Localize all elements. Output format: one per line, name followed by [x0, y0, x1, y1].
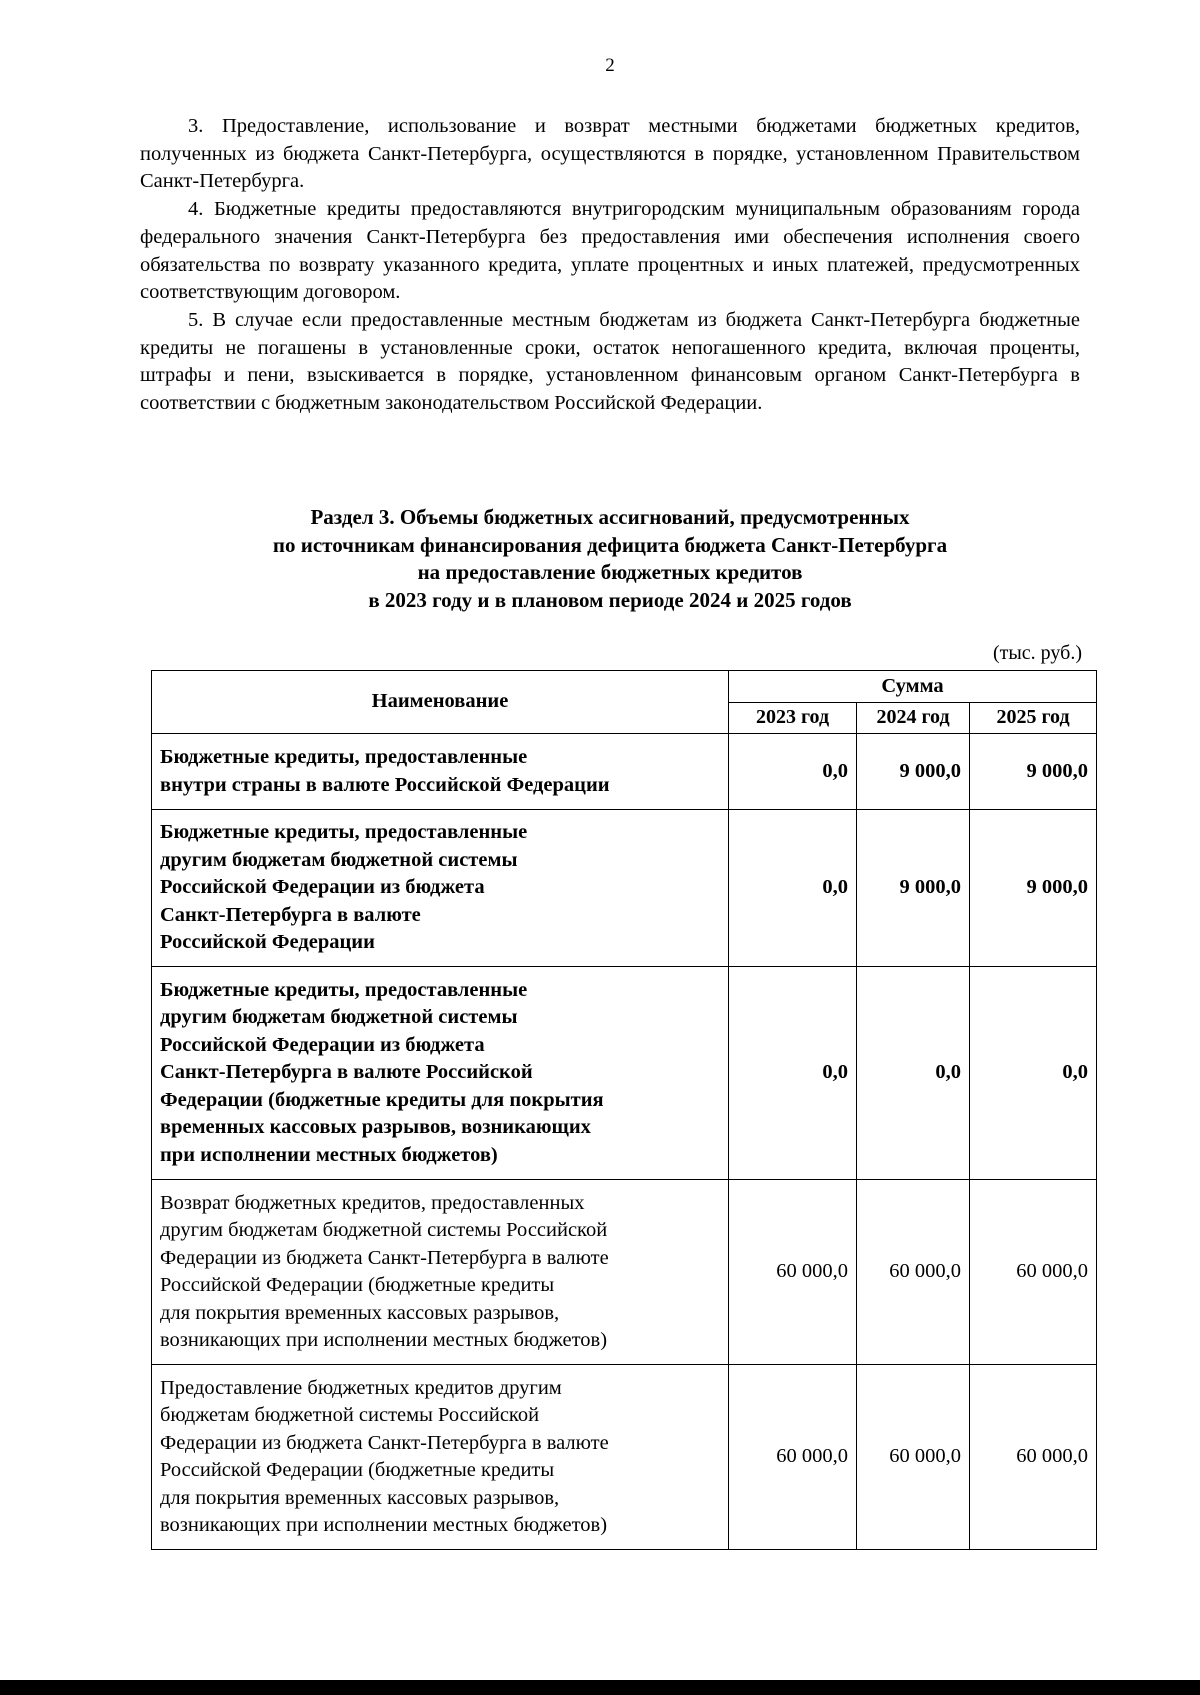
row-name — [152, 1180, 729, 1365]
row-name-line: временных кассовых разрывов, возникающих — [160, 1116, 591, 1139]
paragraph-3: 3. Предоставление, использование и возврат местными бюджетами бюджетных кредитов, полученных из бюджета Санкт-Петербурга, осуществляются в порядке, установленном Правительством Санкт-Петербурга. — [140, 115, 1080, 193]
row-name-line: Российской Федерации (бюджетные кредиты — [160, 1274, 555, 1296]
row-name-line: бюджетам бюджетной системы Российской — [160, 1404, 540, 1426]
table-row — [152, 810, 1097, 967]
table-row — [152, 1365, 1097, 1550]
value-2024: 60 000,0 — [857, 1180, 970, 1365]
row-name-line: Российской Федерации из бюджета — [160, 876, 485, 899]
row-name-line: другим бюджетам бюджетной системы Российской — [160, 1219, 608, 1241]
row-name-line: Российской Федерации — [160, 931, 375, 954]
row-name-line: Бюджетные кредиты, предоставленные — [160, 978, 528, 1001]
value-2023: 60 000,0 — [729, 1365, 857, 1550]
value-2024: 9 000,0 — [857, 734, 970, 810]
row-name-line: при исполнении местных бюджетов) — [160, 1143, 498, 1166]
row-name — [152, 810, 729, 967]
value-2025: 60 000,0 — [970, 1365, 1097, 1550]
row-name-line: возникающих при исполнении местных бюджетов) — [160, 1329, 608, 1351]
table-row — [152, 734, 1097, 810]
row-name-line: другим бюджетам бюджетной системы — [160, 1006, 518, 1029]
value-2025: 0,0 — [970, 967, 1097, 1180]
row-name — [152, 1365, 729, 1550]
section-title — [140, 504, 1080, 614]
section-title-line: по источникам финансирования дефицита бюджета Санкт-Петербурга — [272, 532, 948, 557]
header-name: Наименование — [152, 671, 729, 734]
value-2025: 60 000,0 — [970, 1180, 1097, 1365]
table-row — [152, 967, 1097, 1180]
section-title-line: на предоставление бюджетных кредитов — [417, 560, 803, 584]
row-name-line: Санкт-Петербурга в валюте — [160, 903, 421, 926]
paragraph-5: 5. В случае если предоставленные местным бюджетам из бюджета Санкт-Петербурга бюджетные кредиты не погашены в установленные сроки, остаток непогашенного кредита, включая проценты, штрафы и пени, взыскивается в порядке, установленном финансовым органом Санкт-Петербурга в соответствии с бюджетным законодательством Российской Федерации. — [140, 308, 1080, 415]
section-title-line: Раздел 3. Объемы бюджетных ассигнований, предусмотренных — [310, 505, 910, 529]
row-name-line: для покрытия временных кассовых разрывов, — [160, 1301, 560, 1324]
value-2023: 0,0 — [729, 810, 857, 967]
row-name-line: внутри страны в валюте Российской Федерации — [160, 773, 610, 796]
row-name-line: для покрытия временных кассовых разрывов, — [160, 1486, 560, 1509]
budget-table — [151, 670, 1097, 1550]
row-name-line: Санкт-Петербурга в валюте Российской — [160, 1061, 533, 1084]
section-title-line: в 2023 году и в плановом периоде 2024 и 2025 годов — [368, 587, 852, 612]
row-name-line: Бюджетные кредиты, предоставленные — [160, 746, 528, 768]
header-sum: Сумма — [729, 671, 1097, 703]
value-2023: 0,0 — [729, 734, 857, 810]
value-2024: 9 000,0 — [857, 810, 970, 967]
row-name-line: Возврат бюджетных кредитов, предоставленных — [160, 1191, 585, 1214]
value-2025: 9 000,0 — [970, 810, 1097, 967]
row-name-line: Федерации (бюджетные кредиты для покрытия — [160, 1088, 604, 1111]
header-year-2023: 2023 год — [729, 702, 857, 734]
row-name-line: Российской Федерации из бюджета — [160, 1033, 485, 1056]
paragraph-4: 4. Бюджетные кредиты предоставляются внутригородским муниципальным образованиям города федерального значения Санкт-Петербурга без предоставления ими обеспечения исполнения своего обязательства по возврату указанного кредита, уплате процентных и иных платежей, предусмотренных соответствующим договором. — [140, 198, 1080, 304]
row-name-line: Российской Федерации (бюджетные кредиты — [160, 1459, 555, 1481]
row-name — [152, 734, 729, 810]
body-text — [140, 113, 1080, 418]
value-2023: 0,0 — [729, 967, 857, 1180]
scan-edge-bar — [0, 1680, 1200, 1695]
value-2025: 9 000,0 — [970, 734, 1097, 810]
row-name-line: Бюджетные кредиты, предоставленные — [160, 821, 528, 844]
value-2024: 60 000,0 — [857, 1365, 970, 1550]
row-name-line: другим бюджетам бюджетной системы — [160, 848, 518, 871]
row-name-line: Федерации из бюджета Санкт-Петербурга в валюте — [160, 1431, 609, 1454]
row-name — [152, 967, 729, 1180]
row-name-line: Предоставление бюджетных кредитов другим — [160, 1376, 562, 1399]
units-label: (тыс. руб.) — [992, 642, 1082, 664]
value-2024: 0,0 — [857, 967, 970, 1180]
value-2023: 60 000,0 — [729, 1180, 857, 1365]
header-year-2025: 2025 год — [970, 702, 1097, 734]
page-number: 2 — [605, 55, 615, 76]
row-name-line: Федерации из бюджета Санкт-Петербурга в валюте — [160, 1246, 609, 1269]
table-row — [152, 1180, 1097, 1365]
header-year-2024: 2024 год — [857, 702, 970, 734]
row-name-line: возникающих при исполнении местных бюджетов) — [160, 1514, 608, 1536]
